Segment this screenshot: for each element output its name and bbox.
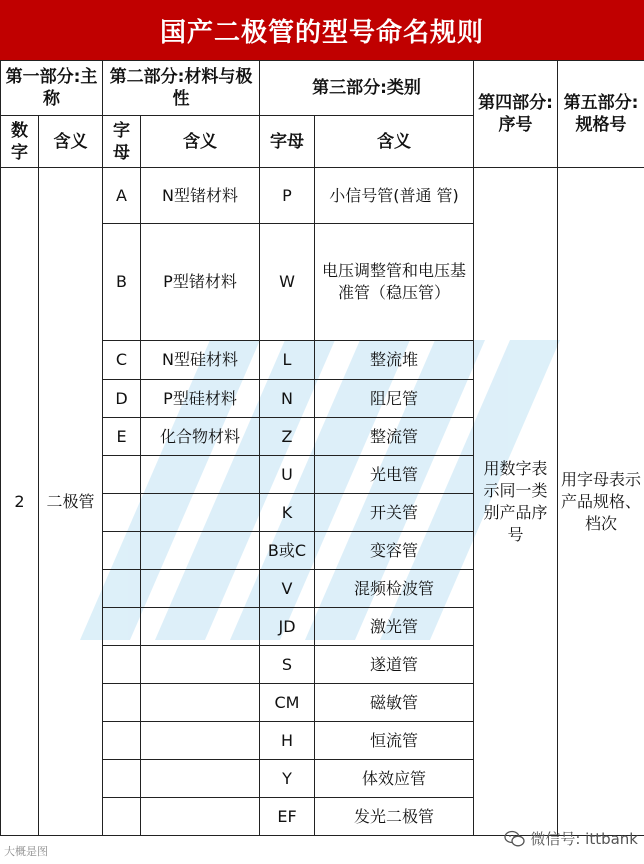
empty-cell xyxy=(141,684,260,722)
footer-watermark-left: 大概是图 xyxy=(4,845,48,858)
material-meaning: P型硅材料 xyxy=(141,380,260,418)
material-letter: A xyxy=(103,168,141,224)
part5-description: 用字母表示产品规格、档次 xyxy=(558,168,644,836)
page-title: 国产二极管的型号命名规则 xyxy=(0,0,644,60)
category-letter: Z xyxy=(260,418,315,456)
category-meaning: 恒流管 xyxy=(315,722,474,760)
empty-cell xyxy=(103,532,141,570)
category-letter: EF xyxy=(260,798,315,836)
material-meaning: P型锗材料 xyxy=(141,224,260,341)
category-meaning: 开关管 xyxy=(315,494,474,532)
header-meaning-3: 含义 xyxy=(315,116,474,168)
header-letter-2: 字母 xyxy=(103,116,141,168)
empty-cell xyxy=(141,532,260,570)
empty-cell xyxy=(103,494,141,532)
category-letter: V xyxy=(260,570,315,608)
header-digit: 数字 xyxy=(1,116,39,168)
category-letter: B或C xyxy=(260,532,315,570)
category-meaning: 混频检波管 xyxy=(315,570,474,608)
empty-cell xyxy=(141,608,260,646)
material-meaning: N型硅材料 xyxy=(141,341,260,380)
empty-cell xyxy=(141,570,260,608)
material-letter: E xyxy=(103,418,141,456)
category-meaning: 电压调整管和电压基准管（稳压管） xyxy=(315,224,474,341)
category-meaning: 激光管 xyxy=(315,608,474,646)
empty-cell xyxy=(141,456,260,494)
empty-cell xyxy=(141,760,260,798)
footer-wechat-id xyxy=(504,828,638,849)
header-meaning-1: 含义 xyxy=(39,116,103,168)
material-letter: D xyxy=(103,380,141,418)
naming-rules-table xyxy=(0,60,644,836)
category-letter: Y xyxy=(260,760,315,798)
header-part3: 第三部分:类别 xyxy=(260,61,474,116)
header-part4: 第四部分:序号 xyxy=(474,61,558,168)
category-meaning: 整流堆 xyxy=(315,341,474,380)
empty-cell xyxy=(141,722,260,760)
header-part1: 第一部分:主称 xyxy=(1,61,103,116)
empty-cell xyxy=(103,570,141,608)
part4-description: 用数字表示同一类别产品序号 xyxy=(474,168,558,836)
footer-wechat-label: 微信号: ittbank xyxy=(530,830,638,848)
header-meaning-2: 含义 xyxy=(141,116,260,168)
main-meaning: 二极管 xyxy=(39,168,103,836)
category-meaning: 遂道管 xyxy=(315,646,474,684)
empty-cell xyxy=(103,646,141,684)
category-meaning: 阻尼管 xyxy=(315,380,474,418)
main-digit: 2 xyxy=(1,168,39,836)
category-letter: N xyxy=(260,380,315,418)
header-letter-3: 字母 xyxy=(260,116,315,168)
category-letter: L xyxy=(260,341,315,380)
category-meaning: 光电管 xyxy=(315,456,474,494)
material-meaning: 化合物材料 xyxy=(141,418,260,456)
empty-cell xyxy=(103,798,141,836)
category-meaning: 变容管 xyxy=(315,532,474,570)
empty-cell xyxy=(103,456,141,494)
empty-cell xyxy=(103,608,141,646)
header-part5: 第五部分:规格号 xyxy=(558,61,644,168)
category-letter: S xyxy=(260,646,315,684)
wechat-icon xyxy=(504,830,526,848)
empty-cell xyxy=(141,646,260,684)
category-letter: H xyxy=(260,722,315,760)
category-letter: U xyxy=(260,456,315,494)
category-meaning: 整流管 xyxy=(315,418,474,456)
category-meaning: 发光二极管 xyxy=(315,798,474,836)
empty-cell xyxy=(103,684,141,722)
category-letter: CM xyxy=(260,684,315,722)
empty-cell xyxy=(141,494,260,532)
category-letter: W xyxy=(260,224,315,341)
category-meaning: 体效应管 xyxy=(315,760,474,798)
empty-cell xyxy=(103,722,141,760)
category-letter: K xyxy=(260,494,315,532)
header-part2: 第二部分:材料与极性 xyxy=(103,61,260,116)
empty-cell xyxy=(141,798,260,836)
material-meaning: N型锗材料 xyxy=(141,168,260,224)
empty-cell xyxy=(103,760,141,798)
category-letter: JD xyxy=(260,608,315,646)
material-letter: C xyxy=(103,341,141,380)
material-letter: B xyxy=(103,224,141,341)
category-letter: P xyxy=(260,168,315,224)
category-meaning: 磁敏管 xyxy=(315,684,474,722)
category-meaning: 小信号管(普通 管) xyxy=(315,168,474,224)
